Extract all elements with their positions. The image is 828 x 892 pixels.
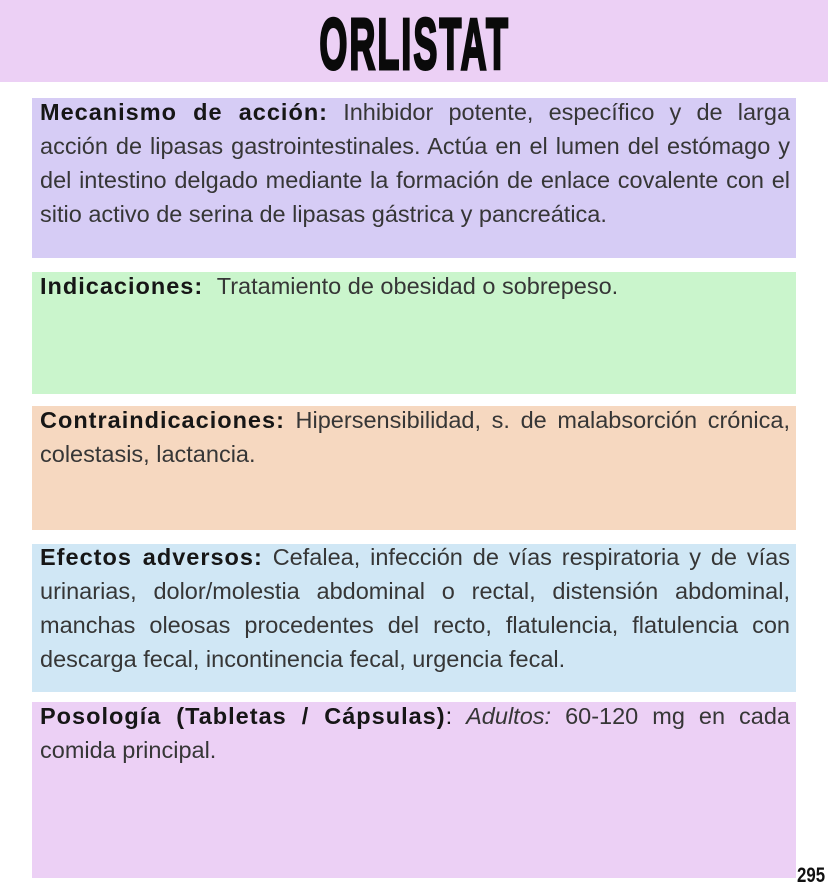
posologia-text: 60-120 mg en cada comida principal. — [40, 703, 790, 763]
title-band — [0, 0, 828, 85]
indicaciones-paragraph — [40, 272, 790, 303]
mecanismo-label: Mecanismo de acción: — [40, 99, 329, 125]
section-indicaciones — [32, 272, 796, 394]
page-number: 295 — [796, 864, 825, 887]
contraindicaciones-text: Hipersensibilidad, s. de malabsorción crónica, colestasis, lactancia. — [40, 407, 791, 467]
posologia-paragraph — [40, 702, 790, 767]
section-mecanismo-de-accion — [32, 98, 796, 258]
indicaciones-label: Indicaciones: — [40, 273, 204, 299]
section-efectos-adversos — [32, 544, 796, 692]
efectos-adversos-paragraph — [40, 544, 790, 676]
mecanismo-text: Inhibidor potente, específico y de larga acción de lipasas gastrointestinales. Actúa en el lumen del estómago y del intestino delgado mediante la formación de enlace covalente con el sitio activo de serina de lipasas gástrica y pancreática. — [40, 99, 791, 227]
indicaciones-text: Tratamiento de obesidad o sobrepeso. — [216, 273, 619, 299]
efectos-adversos-text: Cefalea, infección de vías respiratoria y de vías urinarias, dolor/molestia abdominal o rectal, distensión abdominal, manchas oleosas procedentes del recto, flatulencia, flatulencia con descarga fecal, incontinencia fecal, urgencia fecal. — [40, 544, 790, 672]
contraindicaciones-paragraph — [40, 406, 790, 471]
page-title — [0, 5, 828, 85]
posologia-population: Adultos: — [466, 703, 552, 729]
posologia-separator: : — [445, 703, 453, 729]
section-contraindicaciones — [32, 406, 796, 530]
section-posologia — [32, 702, 796, 878]
mecanismo-paragraph — [40, 98, 790, 231]
posologia-label: Posología (Tabletas / Cápsulas) — [40, 703, 446, 729]
contraindicaciones-label: Contraindicaciones: — [40, 407, 285, 433]
page-title-text: ORLISTAT — [319, 5, 511, 85]
efectos-adversos-label: Efectos adversos: — [40, 544, 263, 570]
